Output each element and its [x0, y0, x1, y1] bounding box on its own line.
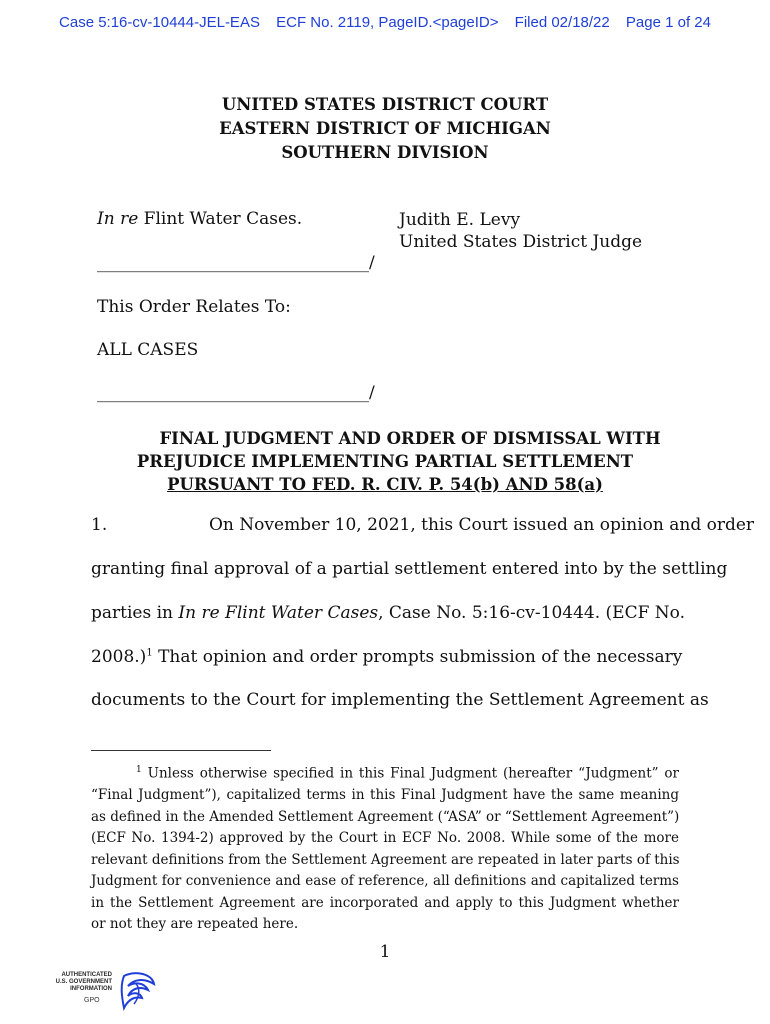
footnote-line-3: as defined in the Amended Settlement Agreement (“ASA” or “Settlement Agreement”) — [91, 808, 680, 825]
case-name-italic: In re Flint Water Cases — [178, 603, 379, 623]
body-text-1: On November 10, 2021, this Court issued an opinion and order — [209, 515, 755, 535]
court-line-3: SOUTHERN DIVISION — [281, 143, 489, 162]
footnote-ref[interactable]: 1 — [146, 647, 153, 659]
body-line-4 — [91, 647, 683, 667]
footnote-number: 1 — [136, 765, 142, 775]
gpo-text-1: AUTHENTICATED — [61, 972, 112, 978]
case-caption — [97, 209, 302, 229]
footnote-line-1 — [91, 760, 679, 785]
caption-rule-2: ________________________________/ — [97, 383, 375, 403]
paragraph-number: 1. — [91, 515, 108, 535]
header-case: Case 5:16-cv-10444-JEL-EAS — [59, 14, 260, 31]
footnote-divider — [91, 750, 271, 751]
footnote-line-7: in the Settlement Agreement are incorporated and apply to this Judgment whether — [91, 894, 679, 911]
body-text-4a: 2008.) — [91, 647, 147, 667]
footnote-line-2: “Final Judgment”), capitalized terms in this Final Judgment have the same meaning — [91, 787, 679, 803]
body-text-3a: parties in — [91, 603, 179, 623]
body-line-3 — [91, 603, 686, 623]
footnote-line-5: relevant definitions from the Settlement Agreement are repeated in later parts of this — [91, 851, 680, 868]
gpo-seal-text — [40, 972, 112, 993]
header-page: Page 1 of 24 — [625, 14, 711, 31]
gpo-text-2: U.S. GOVERNMENT — [55, 979, 112, 985]
gpo-text-3: INFORMATION — [70, 986, 112, 992]
footnote-text-1: Unless otherwise specified in this Final Judgment (hereafter “Judgment” or — [141, 765, 679, 782]
body-text-3b: , Case No. 5:16-cv-10444. (ECF No. — [378, 603, 686, 623]
case-caption-italic: In re — [97, 209, 139, 229]
gpo-authentication-seal — [40, 970, 160, 1014]
footnote-line-4: (ECF No. 1394-2) approved by the Court in ECF No. 2008. While some of the more — [91, 830, 679, 846]
title-line-3: PURSUANT TO FED. R. CIV. P. 54(b) AND 58(a) — [167, 475, 603, 494]
judge-name: Judith E. Levy — [399, 210, 521, 230]
gpo-eagle-icon — [114, 970, 158, 1014]
judge-block — [399, 209, 642, 253]
header-ecf: ECF No. 2119, PageID.<pageID> — [276, 14, 499, 31]
title-line-1: FINAL JUDGMENT AND ORDER OF DISMISSAL WITH — [159, 429, 661, 448]
footnote-line-6: Judgment for convenience and ease of reference, all definitions and capitalized terms — [91, 873, 679, 889]
document-title — [0, 427, 770, 496]
relates-to: This Order Relates To: — [97, 297, 291, 317]
body-line-2: granting final approval of a partial settlement entered into by the settling — [91, 559, 728, 579]
court-heading — [0, 93, 770, 165]
judge-title: United States District Judge — [399, 232, 643, 252]
page-number: 1 — [379, 942, 391, 962]
caption-rule-1: ________________________________/ — [97, 253, 375, 273]
case-caption-rest: Flint Water Cases. — [138, 209, 303, 229]
body-text-4b: That opinion and order prompts submission of the necessary — [152, 647, 683, 667]
all-cases: ALL CASES — [97, 340, 199, 360]
body-line-1 — [91, 515, 755, 535]
header-filed: Filed 02/18/22 — [514, 14, 610, 31]
footnote-line-8: or not they are repeated here. — [91, 916, 299, 932]
body-line-5: documents to the Court for implementing the Settlement Agreement as — [91, 690, 709, 710]
title-line-2: PREJUDICE IMPLEMENTING PARTIAL SETTLEMENT — [136, 452, 634, 471]
gpo-label: GPO — [84, 997, 100, 1004]
footnote — [91, 760, 679, 936]
court-line-2: EASTERN DISTRICT OF MICHIGAN — [219, 119, 551, 138]
court-line-1: UNITED STATES DISTRICT COURT — [221, 95, 549, 114]
ecf-header — [0, 14, 770, 31]
